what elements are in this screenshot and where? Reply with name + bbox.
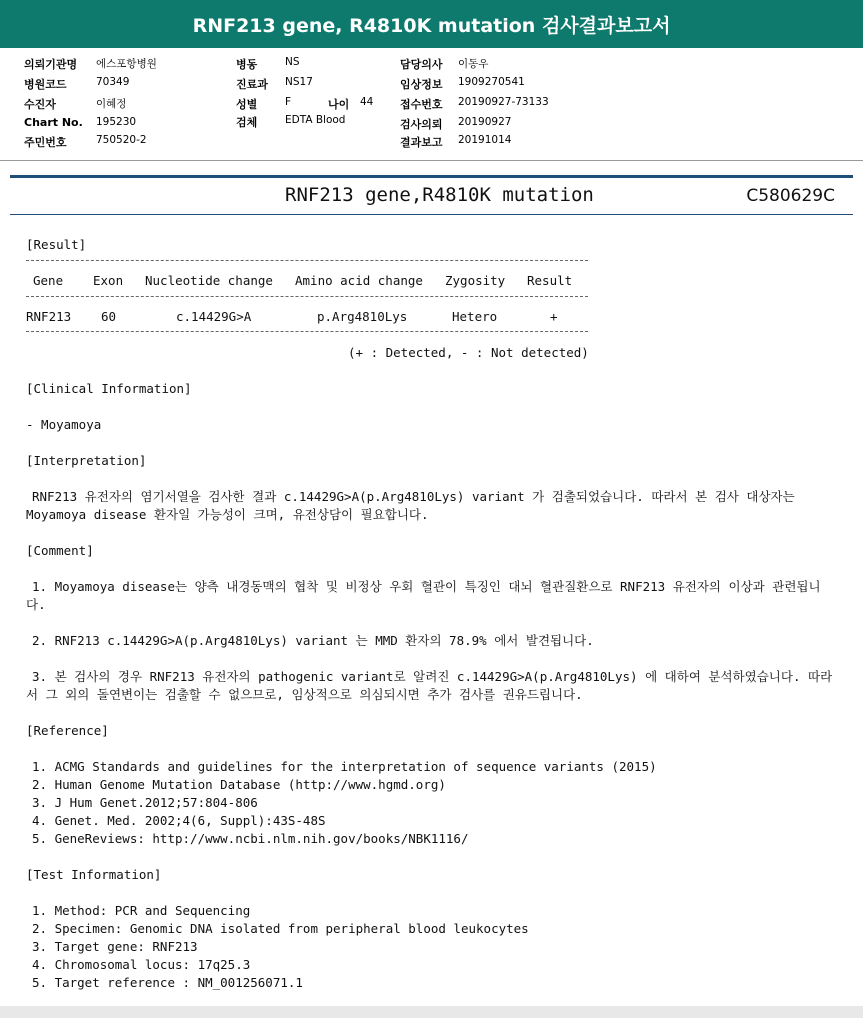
value-specimen: EDTA Blood xyxy=(285,114,346,126)
result-heading: [Result] xyxy=(26,237,87,252)
label-resident-no: 주민번호 xyxy=(24,136,67,149)
cell-result: + xyxy=(550,309,558,324)
value-clinical-info: 1909270541 xyxy=(458,76,525,88)
comment-item-2: 2. RNF213 c.14429G>A(p.Arg4810Lys) variant 는 MMD 환자의 78.9% 에서 발견됩니다. xyxy=(32,633,594,648)
col-gene: Gene xyxy=(33,273,64,288)
col-exon: Exon xyxy=(93,273,124,288)
col-result: Result xyxy=(527,273,573,288)
test-info-item-2: 2. Specimen: Genomic DNA isolated from peripheral blood leukocytes xyxy=(32,921,529,936)
value-request-date: 20190927 xyxy=(458,116,512,128)
value-physician: 이동우 xyxy=(458,58,489,70)
label-request-date: 검사의뢰 xyxy=(400,118,443,131)
value-resident-no: 750520-2 xyxy=(96,134,147,146)
test-info-item-4: 4. Chromosomal locus: 17q25.3 xyxy=(32,957,251,972)
label-department: 진료과 xyxy=(236,78,268,91)
label-institution: 의뢰기관명 xyxy=(24,58,78,71)
reference-item-4: 4. Genet. Med. 2002;4(6, Suppl):43S-48S xyxy=(32,813,326,828)
label-physician: 담당의사 xyxy=(400,58,443,71)
value-ward: NS xyxy=(285,56,300,68)
label-ward: 병동 xyxy=(236,58,258,71)
test-info-item-5: 5. Target reference : NM_001256071.1 xyxy=(32,975,303,990)
value-sex: F xyxy=(285,96,292,108)
result-legend: (+ : Detected, - : Not detected) xyxy=(348,345,589,360)
test-info-heading: [Test Information] xyxy=(26,867,162,882)
cell-gene: RNF213 xyxy=(26,309,72,324)
label-age: 나이 xyxy=(328,98,350,111)
comment-item-3: 3. 본 검사의 경우 RNF213 유전자의 pathogenic variant로 알려진 c.14429G>A(p.Arg4810Lys) 에 대하여 분석하였습니다. 따라서 그 외의 돌연변이는 검출할 수 없으므로, 임상적으로 의심되시면 추가 검사를 권유드립니다. xyxy=(26,669,833,702)
interpretation-heading: [Interpretation] xyxy=(26,453,147,468)
table-rule-bottom xyxy=(26,331,588,332)
report-title: RNF213 gene,R4810K mutation xyxy=(285,184,594,206)
value-department: NS17 xyxy=(285,76,313,88)
reference-item-2: 2. Human Genome Mutation Database (http://www.hgmd.org) xyxy=(32,777,446,792)
report-banner xyxy=(0,0,863,48)
value-receipt-no: 20190927-73133 xyxy=(458,96,549,108)
banner-title: RNF213 gene, R4810K mutation 검사결과보고서 xyxy=(192,14,671,37)
label-specimen: 검체 xyxy=(236,116,258,129)
value-institution: 에스포항병원 xyxy=(96,58,157,70)
bottom-bar xyxy=(0,1006,863,1018)
table-rule-top xyxy=(26,260,588,261)
reference-item-5: 5. GeneReviews: http://www.ncbi.nlm.nih.gov/books/NBK1116/ xyxy=(32,831,469,846)
clinical-text: - Moyamoya xyxy=(26,417,102,432)
label-hospital-code: 병원코드 xyxy=(24,78,67,91)
reference-item-3: 3. J Hum Genet.2012;57:804-806 xyxy=(32,795,258,810)
cell-zygosity: Hetero xyxy=(452,309,498,324)
value-hospital-code: 70349 xyxy=(96,76,130,88)
col-amino: Amino acid change xyxy=(295,273,423,288)
interpretation-text: RNF213 유전자의 염기서열을 검사한 결과 c.14429G>A(p.Arg4810Lys) variant 가 검출되었습니다. 따라서 본 검사 대상자는 Moyamoya disease 환자일 가능성이 크며, 유전상담이 필요합니다. xyxy=(26,489,795,522)
cell-nucleotide: c.14429G>A xyxy=(176,309,252,324)
info-divider xyxy=(0,150,863,162)
value-chart-no: 195230 xyxy=(96,116,137,128)
clinical-heading: [Clinical Information] xyxy=(26,381,192,396)
label-report-date: 결과보고 xyxy=(400,136,443,149)
value-patient: 이혜정 xyxy=(96,98,127,110)
comment-item-1: 1. Moyamoya disease는 양측 내경동맥의 협착 및 비정상 우회 혈관이 특징인 대뇌 혈관질환으로 RNF213 유전자의 이상과 관련됩니다. xyxy=(26,579,821,612)
comment-heading: [Comment] xyxy=(26,543,94,558)
col-zygosity: Zygosity xyxy=(445,273,506,288)
cell-amino: p.Arg4810Lys xyxy=(317,309,408,324)
reference-heading: [Reference] xyxy=(26,723,109,738)
label-patient: 수진자 xyxy=(24,98,56,111)
label-sex: 성별 xyxy=(236,98,258,111)
reference-item-1: 1. ACMG Standards and guidelines for the interpretation of sequence variants (2015) xyxy=(32,759,657,774)
report-title-row xyxy=(10,178,853,215)
report-code: C580629C xyxy=(746,186,835,206)
table-rule-mid xyxy=(26,296,588,297)
label-receipt-no: 접수번호 xyxy=(400,98,443,111)
test-info-item-1: 1. Method: PCR and Sequencing xyxy=(32,903,251,918)
cell-exon: 60 xyxy=(101,309,117,324)
label-clinical-info: 임상정보 xyxy=(400,78,443,91)
patient-info xyxy=(24,56,854,152)
value-age: 44 xyxy=(360,96,374,108)
col-nucleotide: Nucleotide change xyxy=(145,273,273,288)
label-chart-no: Chart No. xyxy=(24,116,83,129)
value-report-date: 20191014 xyxy=(458,134,512,146)
test-info-item-3: 3. Target gene: RNF213 xyxy=(32,939,198,954)
